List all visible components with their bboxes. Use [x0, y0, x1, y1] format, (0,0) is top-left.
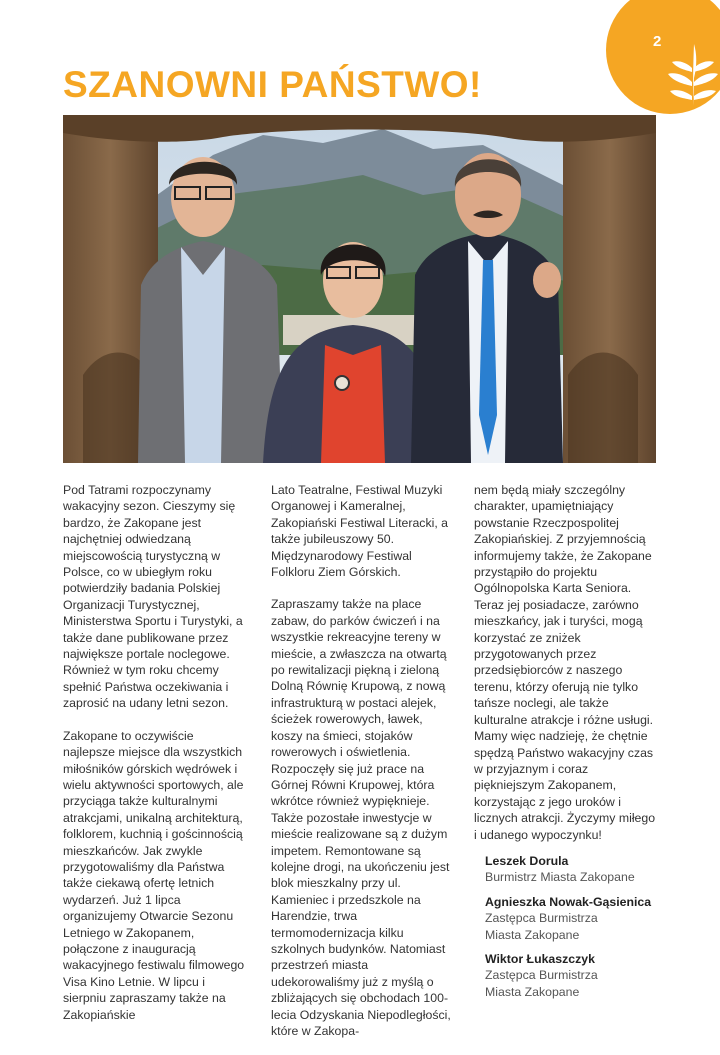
signature-name: Wiktor Łukaszczyk	[485, 951, 595, 966]
signature-role: Miasta Zakopane	[485, 984, 580, 999]
three-officials-photo	[63, 115, 656, 463]
signature-name: Leszek Dorula	[485, 853, 569, 868]
signatures	[485, 853, 659, 1000]
article-column-3	[474, 482, 659, 1008]
signature-block	[485, 853, 659, 886]
signature-role: Zastępca Burmistrza	[485, 968, 598, 983]
signature-block	[485, 894, 659, 943]
paragraph: nem będą miały szczególny charakter, upamiętniający powstanie Rzeczpospolitej Zakopiańskiej. Z przyjemnością informujemy także, że Zakopane przystąpiło do projektu Ogólnopolska Karta Seniora. Teraz jej posiadacze, zarówno mieszkańcy, jak i turyści, mogą korzystać ze zniżek przygotowanych przez przedsiębiorców z naszego terenu, którzy oferują nie tylko tańsze noclegi, ale także kulturalne atrakcje i różne usługi. Mamy więc nadzieję, że chętnie spędzą Państwo wakacyjny czas w przyjaznym i coraz piękniejszym Zakopanem, korzystając z jego uroków i licznych atrakcji. Życzymy miłego i udanego wypoczynku!	[474, 483, 656, 842]
signature-role: Burmistrz Miasta Zakopane	[485, 870, 635, 885]
article-column-1	[63, 482, 248, 1039]
article-column-2	[271, 482, 456, 1055]
paragraph: Pod Tatrami rozpoczynamy wakacyjny sezon. Cieszymy się bardzo, że Zakopane jest najchętniej odwiedzaną miejscowością turystyczną w Polsce, co w ubiegłym roku potwierdziły badania Polskiej Organizacji Turystycznej, Ministerstwa Sportu i Turystyki, a także dane publikowane przez największe portale noclegowe. Również w tym roku chcemy spełnić Państwa oczekiwania i zaprosić na udany letni sezon.	[63, 483, 243, 711]
wheat-icon	[666, 38, 720, 108]
signature-role: Miasta Zakopane	[485, 927, 580, 942]
paragraph: Zakopane to oczywiście najlepsze miejsce dla wszystkich miłośników górskich wędrówek i wielu aktywności sportowych, ale przyciąga także kulturalnymi atrakcjami, unikalną architekturą, folklorem, kuchnią i gościnnością mieszkańców. Jak zwykle przygotowaliśmy dla Państwa także ciekawą ofertę letnich wydarzeń. Już 1 lipca organizujemy Otwarcie Sezonu Letniego w Zakopanem, połączone z inauguracją wakacyjnego festiwalu filmowego Visa Kino Letnie. W lipcu i sierpniu zapraszamy także na Zakopiańskie	[63, 728, 245, 1022]
signature-role: Zastępca Burmistrza	[485, 911, 598, 926]
signature-name: Agnieszka Nowak-Gąsienica	[485, 894, 652, 909]
page-number: 2	[653, 33, 662, 50]
signature-block	[485, 951, 659, 1000]
paragraph: Lato Teatralne, Festiwal Muzyki Organowej i Kameralnej, Zakopiański Festiwal Literacki, a także jubileuszowy 50. Międzynarodowy Festiwal Folkloru Ziem Górskich.	[271, 483, 449, 580]
paragraph: Zapraszamy także na place zabaw, do parków ćwiczeń i na wszystkie rekreacyjne tereny w mieście, a zwłaszcza na otwartą po rewitalizacji piękną i zieloną Dolną Równię Krupową, z nową infrastrukturą w postaci alejek, ścieżek rowerowych, ławek, koszy na śmieci, stojaków rowerowych i oświetlenia. Rozpoczęły się już prace na Górnej Równi Krupowej, która wkrótce również wypięknieje. Także pozostałe inwestycje w mieście realizowane są z dużym impetem. Remontowane są kolejne drogi, na ukończeniu jest blok mieszkalny przy ul. Kamieniec i przedszkole na Harendzie, trwa termomodernizacja kilku szkolnych budynków. Natomiast przestrzeń miasta udekorowaliśmy już z myślą o zbliżających się obchodach 100-lecia Odzyskania Niepodległości, które w Zakopa-	[271, 597, 451, 1038]
page-title: SZANOWNI PAŃSTWO!	[63, 64, 482, 105]
